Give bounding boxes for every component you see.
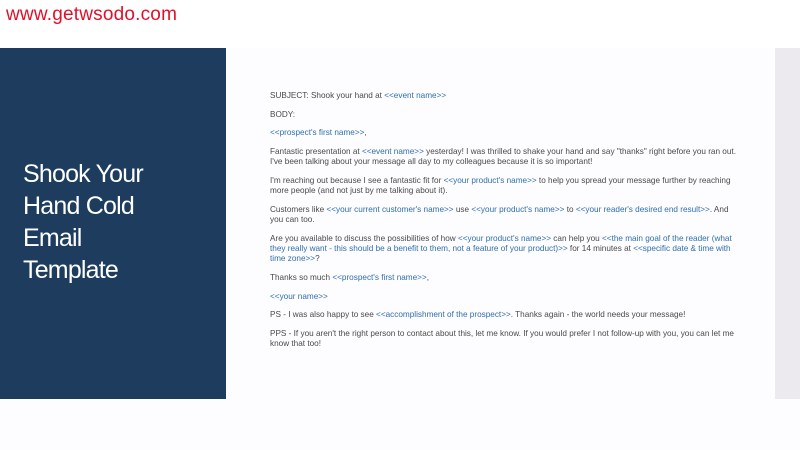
placeholder-desired-result: <<your reader's desired end result>> (575, 204, 710, 214)
text: Customers like (270, 204, 327, 214)
text: to (564, 204, 576, 214)
email-ps (270, 310, 740, 320)
placeholder-product-name: <<your product's name>> (471, 204, 565, 214)
site-url: www.getwsodo.com (6, 4, 178, 25)
text: ? (315, 254, 320, 264)
email-template (270, 91, 740, 358)
email-thanks (270, 273, 740, 283)
text: yesterday! I was thrilled to shake your hand and say "thanks" right before you ran out. I've been talking about your message all day to my colleagues because it is so important! (270, 147, 736, 167)
footer-ghost-text: URBAN ... (14, 414, 98, 434)
placeholder-accomplishment: <<accomplishment of the prospect>> (376, 310, 511, 320)
email-paragraph-1 (270, 147, 740, 167)
placeholder-product-name: <<your product's name>> (457, 233, 552, 243)
text: to help you spread your message further by reaching more people (and not just by me talking about it). (270, 176, 731, 196)
slide (0, 48, 800, 450)
text: Fantastic presentation at (270, 147, 362, 157)
text: Thanks so much (270, 272, 333, 282)
text: . Thanks again - the world needs your message! (510, 310, 686, 320)
greeting-comma: , (364, 128, 367, 138)
slide-title-line: Template (23, 256, 119, 284)
placeholder-event-name: <<event name>> (361, 147, 424, 157)
slide-title-line: Hand Cold (23, 192, 134, 220)
email-subject (270, 91, 740, 101)
email-paragraph-4 (270, 234, 740, 265)
placeholder-product-name: <<your product's name>> (443, 176, 537, 186)
text: . And you can too. (270, 204, 729, 225)
email-paragraph-3 (270, 205, 740, 225)
text: can help you (551, 233, 603, 243)
text: for 14 minutes at (567, 244, 634, 254)
subject-label: SUBJECT: Shook your hand at (270, 91, 385, 100)
placeholder-customer-name: <<your current customer's name>> (326, 204, 454, 214)
email-signature (270, 292, 740, 302)
text: , (426, 272, 430, 282)
placeholder-your-name: <<your name>> (270, 291, 328, 301)
placeholder-event-name: <<event name>> (384, 91, 447, 100)
email-paragraph-2 (270, 176, 740, 196)
right-strip (775, 48, 800, 399)
text: use (453, 204, 472, 214)
slide-title (23, 158, 223, 286)
placeholder-main-goal: <<the main goal of the reader (what they really want - this should be a benefit to them, not a feature of your product)>> (270, 233, 732, 254)
email-pps: PPS - If you aren't the right person to contact about this, let me know. If you would prefer I not follow-up with you, you can let me know that too! (270, 329, 734, 349)
slide-title-line: Email (23, 224, 82, 252)
text: Are you available to discuss the possibilities of how (270, 233, 458, 243)
top-bar (0, 0, 800, 48)
email-body-label: BODY: (270, 109, 296, 119)
slide-title-line: Shook Your (23, 160, 143, 188)
placeholder-prospect-first-name: <<prospect's first name>> (332, 272, 427, 282)
text: I'm reaching out because I see a fantastic fit for (270, 176, 444, 186)
placeholder-prospect-first-name: <<prospect's first name>> (270, 128, 365, 138)
title-panel (0, 48, 226, 399)
placeholder-date-time: <<specific date & time with time zone>> (270, 244, 731, 264)
text: PS - I was also happy to see (270, 310, 377, 320)
email-greeting (270, 128, 740, 138)
